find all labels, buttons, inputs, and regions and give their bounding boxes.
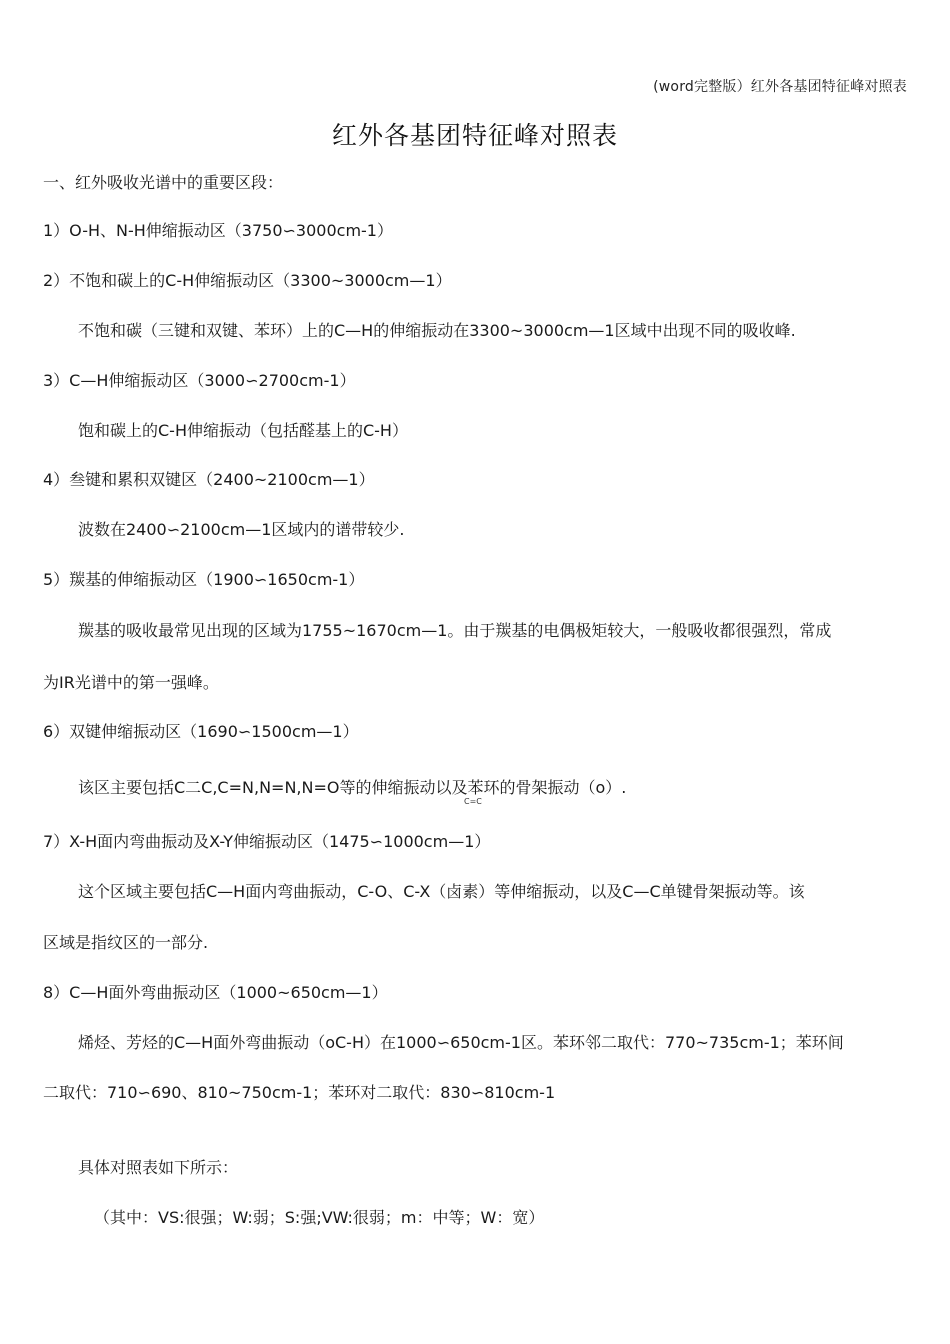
item-5-body-line-2: 为IR光谱中的第一强峰。	[43, 673, 219, 692]
item-6-heading: 6）双键伸缩振动区（1690∽1500cm—1）	[43, 722, 359, 741]
item-7-body-line-2: 区域是指纹区的一部分.	[43, 933, 209, 952]
item-6-body: 该区主要包括C二C,C=N,N=N,N=O等的伸缩振动以及苯环的骨架振动（o）.	[78, 778, 627, 797]
running-header: (word完整版）红外各基团特征峰对照表	[653, 79, 907, 95]
item-8-body-line-2: 二取代：710∽690、810~750cm-1；苯环对二取代：830∽810cm-1	[43, 1083, 556, 1102]
item-3-body: 饱和碳上的C-H伸缩振动（包括醛基上的C-H）	[78, 421, 408, 440]
item-6-footnote: C=C	[464, 797, 482, 806]
abbreviation-legend: （其中：VS:很强；W:弱；S:强;VW:很弱；m：中等；W：宽）	[94, 1208, 545, 1227]
table-intro: 具体对照表如下所示：	[78, 1158, 239, 1177]
item-3-heading: 3）C—H伸缩振动区（3000∽2700cm-1）	[43, 371, 356, 390]
page-title: 红外各基团特征峰对照表	[331, 121, 618, 150]
item-7-heading: 7）X-H面内弯曲振动及X-Y伸缩振动区（1475∽1000cm—1）	[43, 832, 491, 851]
item-2-heading: 2）不饱和碳上的C-H伸缩振动区（3300~3000cm—1）	[43, 271, 452, 290]
item-1-heading: 1）O-H、N-H伸缩振动区（3750∽3000cm-1）	[43, 221, 393, 240]
item-4-body: 波数在2400∽2100cm—1区域内的谱带较少.	[78, 520, 405, 539]
item-5-heading: 5）羰基的伸缩振动区（1900∽1650cm-1）	[43, 570, 365, 589]
item-8-body-line-1: 烯烃、芳烃的C—H面外弯曲振动（oC-H）在1000∽650cm-1区。苯环邻二取代：770~735cm-1；苯环间	[78, 1033, 844, 1052]
item-7-body-line-1: 这个区域主要包括C—H面内弯曲振动，C-O、C-X（卤素）等伸缩振动，以及C—C单键骨架振动等。该	[78, 882, 805, 901]
item-5-body-line-1: 羰基的吸收最常见出现的区域为1755~1670cm—1。由于羰基的电偶极矩较大，一般吸收都很强烈，常成	[78, 621, 832, 640]
item-8-heading: 8）C—H面外弯曲振动区（1000~650cm—1）	[43, 983, 388, 1002]
section-heading: 一、红外吸收光谱中的重要区段：	[43, 173, 284, 192]
item-4-heading: 4）叁键和累积双键区（2400~2100cm—1）	[43, 470, 375, 489]
item-2-body: 不饱和碳（三键和双键、苯环）上的C—H的伸缩振动在3300~3000cm—1区域中出现不同的吸收峰.	[78, 321, 796, 340]
